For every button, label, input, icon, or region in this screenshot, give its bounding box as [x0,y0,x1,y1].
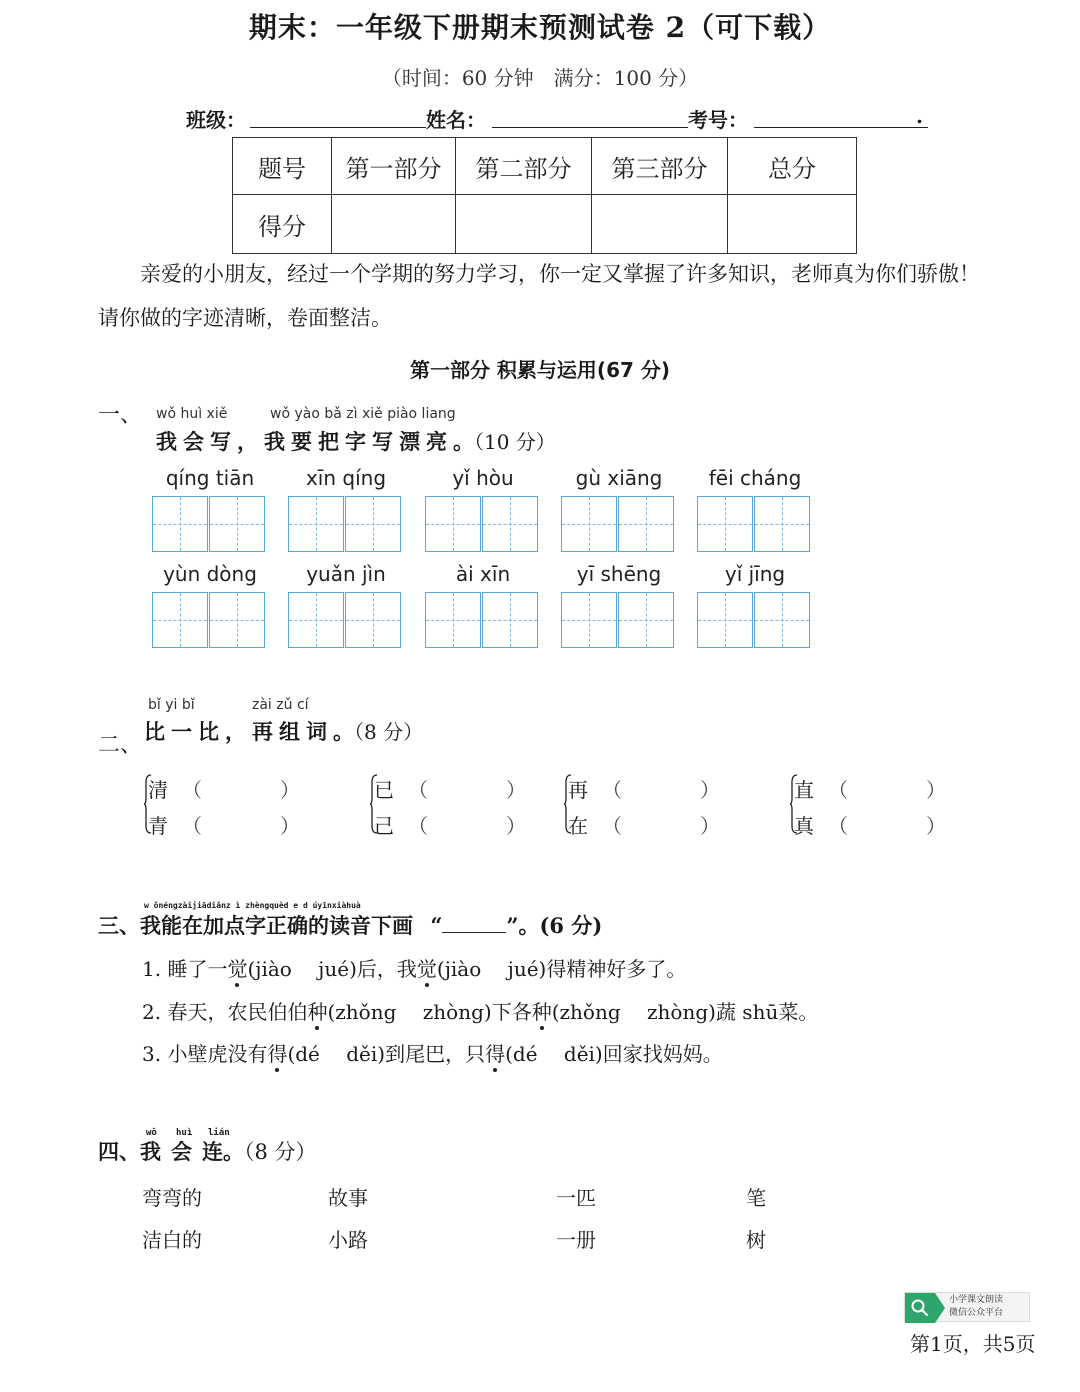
writing-box[interactable] [152,496,208,552]
paren-close: ） [506,814,526,838]
q3-item-options[interactable]: (jiào jué)得精神好多了。 [436,957,687,981]
q3-number: 三、 [98,913,140,938]
watermark-line-1: 小学课文朗读 [949,1295,1004,1305]
q4-char: 连 [202,1139,223,1164]
match-item[interactable]: 小路 [328,1228,368,1252]
paren-open: （ [828,778,848,802]
dotted-char: 得 [267,1042,288,1066]
q3-end: 。 [518,913,540,938]
match-item[interactable]: 洁白的 [142,1228,202,1252]
watermark-line-2: 微信公众平台 [949,1308,1004,1318]
q3-item-text: 2. 春天，农民伯伯 [142,1000,308,1024]
dotted-char: 种 [531,1000,552,1024]
paren-open: （ [828,814,848,838]
q2-text-b: 再组词 [252,719,333,744]
q1-instruction [156,426,556,456]
score-input-cell[interactable] [728,195,857,254]
match-item[interactable]: 弯弯的 [142,1186,202,1210]
wechat-watermark [904,1292,1030,1322]
table-cell: 第二部分 [456,138,592,195]
paren-open: （ [408,814,428,838]
q4-number: 四、 [98,1139,140,1164]
paren-close: ） [506,778,526,802]
q2-instruction [144,716,423,746]
compare-char-top: 再 [568,778,588,802]
q3-item [142,996,818,1025]
table-cell: 得分 [233,195,332,254]
paren-close: ） [700,814,720,838]
q3-item-options[interactable]: (dé děi)回家找妈妈。 [505,1042,723,1066]
exam-no-label: 考号： [688,108,748,132]
compare-group [564,774,724,838]
q4-pinyin-1: wǒ [146,1128,157,1138]
compare-char-bottom: 青 [148,814,168,838]
q1-end: 。 [453,429,474,454]
score-table [232,137,857,254]
compare-char-top: 清 [148,778,168,802]
writing-box[interactable] [561,496,617,552]
q3-item-options[interactable]: (dé děi)到尾巴，只 [287,1042,486,1066]
q1-text: 我会写，我要把字写漂亮 [156,429,453,454]
word-pinyin: yǐ hòu [452,466,514,490]
match-item[interactable]: 一册 [556,1228,596,1252]
tag-arrow-icon [935,1293,945,1323]
compare-group [144,774,304,838]
dotted-char: 觉 [416,957,437,981]
q4-char: 会 [171,1139,192,1164]
writing-box[interactable] [288,592,344,648]
search-icon [905,1293,935,1323]
writing-box[interactable] [288,496,344,552]
word-pinyin: gù xiāng [575,466,663,490]
writing-box[interactable] [754,496,810,552]
q3-pinyin: w ǒnéngzàijiādiǎnz ì zhèngquèd e d úyīnxiàhuà [144,901,361,910]
q4-instruction [98,1136,317,1166]
paren-open: （ [602,778,622,802]
q4-end: 。 [223,1139,244,1164]
compare-group [790,774,950,838]
word-pinyin: yuǎn jìn [306,562,386,586]
paren-close: ） [926,814,946,838]
writing-box[interactable] [152,592,208,648]
intro-line-2: 请你做的字迹清晰，卷面整洁。 [98,306,392,330]
q3-item [142,953,686,982]
word-pinyin: qíng tiān [165,466,255,490]
table-cell: 第一部分 [332,138,456,195]
match-item[interactable]: 故事 [328,1186,368,1210]
writing-box[interactable] [561,592,617,648]
exam-no-field[interactable] [754,127,928,128]
word-pinyin: yǐ jīng [724,562,786,586]
match-item[interactable]: 笔 [746,1186,766,1210]
table-cell: 总分 [728,138,857,195]
part1-title: 第一部分 积累与运用(67 分) [409,358,671,382]
table-cell: 第三部分 [592,138,728,195]
q3-item-options[interactable]: (zhǒng zhòng)蔬 shū菜。 [551,1000,819,1024]
score-input-cell[interactable] [332,195,456,254]
q3-score: (6 分) [539,913,603,938]
compare-char-bottom: 真 [794,814,814,838]
compare-char-top: 直 [794,778,814,802]
q2-pinyin-b: zài zǔ cí [252,697,309,713]
score-input-cell[interactable] [456,195,592,254]
paren-open: （ [182,814,202,838]
writing-box[interactable] [482,592,538,648]
exam-subtitle: （时间：60 分钟 满分：100 分） [381,66,699,90]
class-field[interactable] [250,127,426,128]
q3-item-options[interactable]: (jiào jué)后，我 [247,957,417,981]
score-table-header-row [233,138,857,195]
q2-number: 二、 [98,733,143,758]
word-pinyin: fēi cháng [708,466,802,490]
match-item[interactable]: 一匹 [556,1186,596,1210]
writing-box[interactable] [209,496,265,552]
paren-open: （ [602,814,622,838]
page-number: 第1页，共5页 [910,1332,1036,1356]
paren-close: ） [280,778,300,802]
compare-char-bottom: 在 [568,814,588,838]
writing-box[interactable] [482,496,538,552]
word-pinyin: yùn dòng [163,562,257,586]
score-table-score-row [233,195,857,254]
q3-text: 我能在加点字正确的读音下画 [140,913,413,938]
paren-open: （ [408,778,428,802]
paren-close: ） [280,814,300,838]
dotted-char: 得 [485,1042,506,1066]
q4-char: 我 [140,1139,161,1164]
match-item[interactable]: 树 [746,1228,766,1252]
q1-number: 一、 [98,403,143,428]
writing-box[interactable] [209,592,265,648]
writing-box[interactable] [345,496,401,552]
writing-box[interactable] [345,592,401,648]
intro-line-1: 亲爱的小朋友，经过一个学期的努力学习，你一定又掌握了许多知识，老师真为你们骄傲！ [140,262,980,286]
q2-pinyin-a: bǐ yi bǐ [148,697,195,713]
compare-char-bottom: 己 [374,814,394,838]
word-pinyin: ài xīn [455,562,511,586]
q3-item [142,1038,723,1067]
dotted-char: 觉 [227,957,248,981]
q1-pinyin-a: wǒ huì xiě [156,406,228,422]
writing-box[interactable] [618,592,674,648]
q3-instruction [98,910,602,940]
compare-group [370,774,530,838]
word-pinyin: yī shēng [576,562,662,586]
q2-end: 。 [333,719,354,744]
score-input-cell[interactable] [592,195,728,254]
q3-item-text: 1. 睡了一 [142,957,228,981]
q1-score: （10 分） [474,430,556,454]
q3-item-text: 3. 小壁虎没有 [142,1042,268,1066]
writing-box[interactable] [618,496,674,552]
quote-close: ” [506,913,519,938]
q1-pinyin-b: wǒ yào bǎ zì xiě piào liang [270,406,456,422]
q2-text-a: 比一比， [144,719,252,744]
class-label: 班级： [186,108,246,132]
paren-close: ） [700,778,720,802]
writing-box[interactable] [754,592,810,648]
q3-item-options[interactable]: (zhǒng zhòng)下各 [327,1000,532,1024]
end-mark: . [916,104,923,128]
dotted-char: 种 [307,1000,328,1024]
compare-char-top: 已 [374,778,394,802]
q2-score: （8 分） [354,720,424,744]
q4-pinyin-2: huì [176,1128,193,1138]
name-label: 姓名： [426,108,486,132]
writing-box[interactable] [697,496,753,552]
q4-score: （8 分） [244,1140,317,1164]
table-cell: 题号 [233,138,332,195]
writing-box[interactable] [697,592,753,648]
paren-open: （ [182,778,202,802]
q4-pinyin-3: lián [208,1128,230,1138]
word-pinyin: xīn qíng [305,466,387,490]
quote-open: “ [430,913,443,938]
writing-box[interactable] [425,592,481,648]
underline-sample [442,918,506,933]
watermark-text [949,1294,1003,1320]
name-field[interactable] [492,127,688,128]
page-title: 期末：一年级下册期末预测试卷 2（可下载） [248,11,832,44]
paren-close: ） [926,778,946,802]
writing-box[interactable] [425,496,481,552]
